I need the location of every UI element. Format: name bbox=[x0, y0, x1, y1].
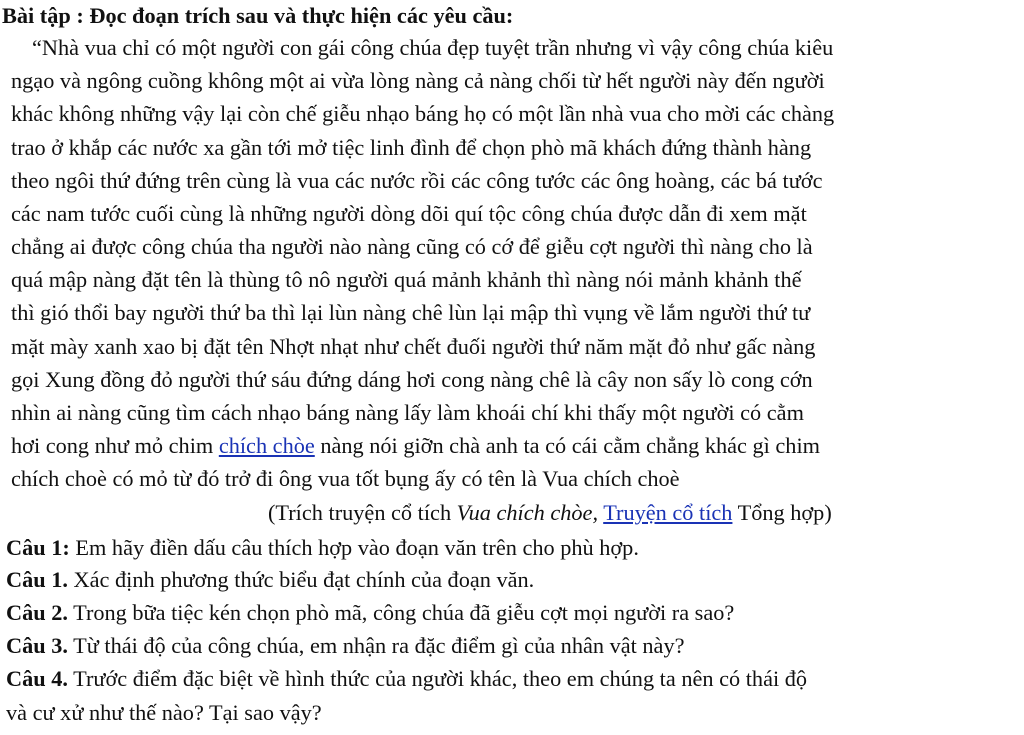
passage-line: nhìn ai nàng cũng tìm cách nhạo báng nàng lấy làm khoái chí khi thấy một người có cằm bbox=[11, 400, 804, 425]
question-label: Câu 4. bbox=[6, 666, 68, 691]
passage-line: các nam tước cuối cùng là những người dòng dõi quí tộc công chúa được dẫn đi xem mặt bbox=[11, 201, 807, 226]
question-continuation: và cư xử như thế nào? Tại sao vậy? bbox=[6, 700, 322, 725]
story-title: Vua chích chòe, bbox=[456, 500, 599, 525]
passage-line: “Nhà vua chỉ có một người con gái công chúa đẹp tuyệt trần nhưng vì vậy công chúa kiêu bbox=[32, 35, 834, 60]
question-text: Em hãy điền dấu câu thích hợp vào đoạn văn trên cho phù hợp. bbox=[69, 535, 639, 560]
passage-line: chẳng ai được công chúa tha người nào nàng cũng có cớ để giễu cợt người thì nàng cho là bbox=[11, 234, 813, 259]
passage-line: mặt mày xanh xao bị đặt tên Nhợt nhạt như chết đuối người thứ năm mặt đỏ như gấc nàng bbox=[11, 334, 816, 359]
question-text: Từ thái độ của công chúa, em nhận ra đặc điểm gì của nhân vật này? bbox=[67, 633, 685, 658]
exercise-heading: Bài tập : Đọc đoạn trích sau và thực hiện các yêu cầu: bbox=[2, 3, 514, 28]
question-item bbox=[6, 598, 734, 628]
question-item bbox=[6, 533, 639, 563]
passage-line: gọi Xung đồng đỏ người thứ sáu đứng dáng hơi cong nàng chê là cây non sấy lò cong cớn bbox=[11, 367, 813, 392]
passage-line: chích choè có mỏ từ đó trở đi ông vua tốt bụng ấy có tên là Vua chích choè bbox=[11, 466, 680, 491]
passage-text: hơi cong như mỏ chim bbox=[11, 433, 219, 458]
question-label: Câu 1: bbox=[6, 535, 70, 560]
question-item bbox=[6, 664, 807, 694]
question-label: Câu 3. bbox=[6, 633, 68, 658]
truyen-co-tich-link[interactable]: Truyện cổ tích bbox=[603, 500, 733, 525]
question-item bbox=[6, 565, 534, 595]
question-text: Xác định phương thức biểu đạt chính của đoạn văn. bbox=[67, 567, 535, 592]
question-label: Câu 1. bbox=[6, 567, 68, 592]
passage-line: trao ở khắp các nước xa gần tới mở tiệc linh đình để chọn phò mã khách đứng thành hàng bbox=[11, 135, 812, 160]
passage-line: khác không những vậy lại còn chế giễu nhạo báng họ có một lần nhà vua cho mời các chàng bbox=[11, 101, 835, 126]
passage-line: ngạo và ngông cuồng không một ai vừa lòng nàng cả nàng chối từ hết người này đến người bbox=[11, 68, 825, 93]
question-text: Trước điểm đặc biệt về hình thức của người khác, theo em chúng ta nên có thái độ bbox=[67, 666, 808, 691]
question-label: Câu 2. bbox=[6, 600, 68, 625]
passage-text: nàng nói giỡn chà anh ta có cái cằm chẳng khác gì chim bbox=[314, 433, 820, 458]
passage-line: theo ngôi thứ đứng trên cùng là vua các nước rồi các công tước các ông hoàng, các bá tước bbox=[11, 168, 823, 193]
question-text: Trong bữa tiệc kén chọn phò mã, công chúa đã giễu cợt mọi người ra sao? bbox=[67, 600, 735, 625]
passage-line bbox=[11, 431, 820, 461]
citation-text: Tổng hợp) bbox=[732, 500, 832, 525]
question-item bbox=[6, 631, 685, 661]
passage-line: quá mập nàng đặt tên là thùng tô nô người quá mảnh khảnh thì nàng nói mảnh khảnh thế bbox=[11, 267, 802, 292]
chich-choe-link[interactable]: chích chòe bbox=[218, 433, 315, 458]
passage-line: thì gió thổi bay người thứ ba thì lại lùn nàng chê lùn lại mập thì vụng về lắm người thứ tư bbox=[11, 300, 811, 325]
source-citation bbox=[268, 498, 832, 528]
citation-text: (Trích truyện cổ tích bbox=[268, 500, 457, 525]
